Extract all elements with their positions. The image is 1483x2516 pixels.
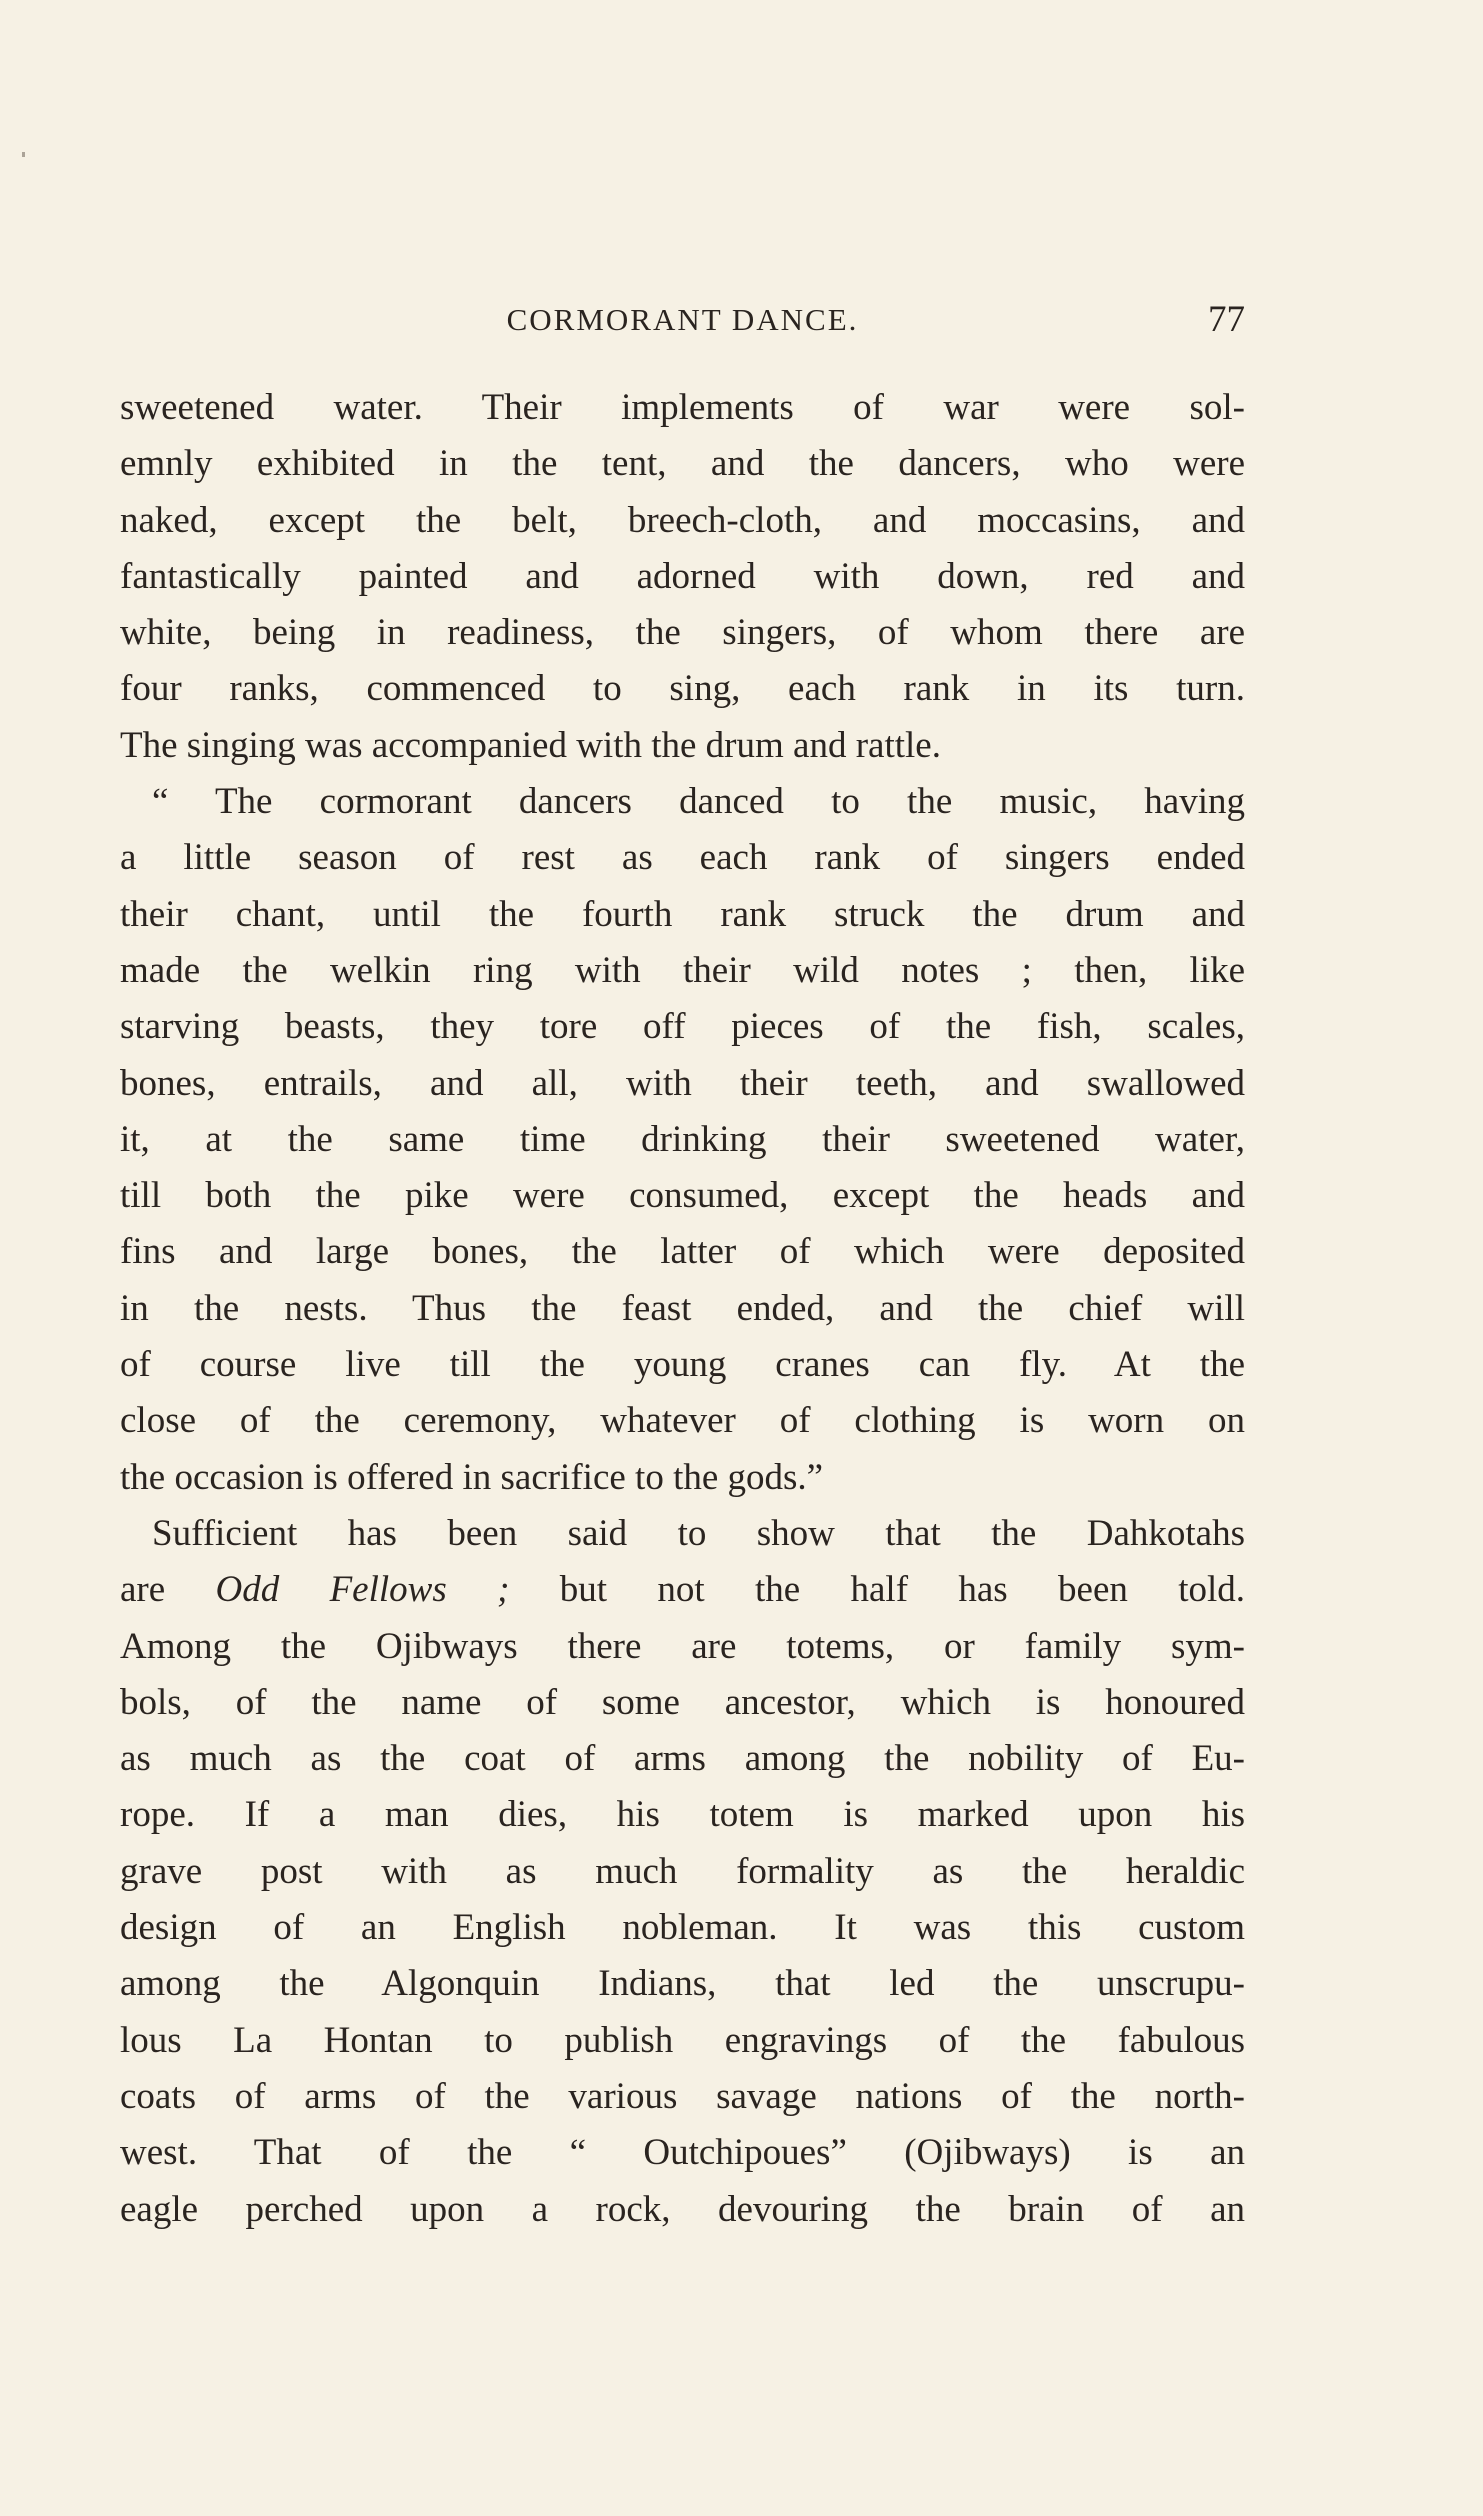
text-line: four ranks, commenced to sing, each rank in its turn.	[120, 668, 1245, 710]
text-line: till both the pike were consumed, except the heads and	[120, 1175, 1245, 1217]
text-line: in the nests. Thus the feast ended, and the chief will	[120, 1287, 1245, 1329]
text-line: design of an English nobleman. It was this custom	[120, 1907, 1245, 1949]
text-line: Sufficient has been said to show that the Dahkotahs	[152, 1512, 1245, 1554]
running-head	[120, 300, 1245, 340]
running-title: CORMORANT DANCE.	[506, 302, 859, 337]
text-line: white, being in readiness, the singers, of whom there are	[120, 612, 1245, 654]
text-line: bones, entrails, and all, with their teeth, and swallowed	[120, 1062, 1245, 1104]
text-line: The singing was accompanied with the drum and rattle.	[120, 724, 941, 766]
text-line: a little season of rest as each rank of singers ended	[120, 837, 1245, 879]
text-line: west. That of the “ Outchipoues” (Ojibways) is an	[120, 2132, 1245, 2174]
text-line: it, at the same time drinking their sweetened water,	[120, 1118, 1245, 1160]
body-text	[120, 380, 1245, 2238]
text-line: their chant, until the fourth rank struck the drum and	[120, 893, 1245, 935]
text-line: emnly exhibited in the tent, and the dancers, who were	[120, 443, 1245, 485]
page-number: 77	[1208, 299, 1245, 340]
margin-speck	[22, 152, 25, 157]
text-line: naked, except the belt, breech-cloth, and moccasins, and	[120, 499, 1245, 541]
italic-phrase: Odd Fellows ;	[215, 1569, 510, 1611]
text-line: fantastically painted and adorned with down, red and	[120, 555, 1245, 597]
text-line: fins and large bones, the latter of which were deposited	[120, 1231, 1245, 1273]
text-line: Among the Ojibways there are totems, or family sym-	[120, 1625, 1245, 1667]
text-line: the occasion is offered in sacrifice to the gods.”	[120, 1456, 824, 1498]
text-line: starving beasts, they tore off pieces of the fish, scales,	[120, 1006, 1245, 1048]
text-line: sweetened water. Their implements of war were sol-	[120, 387, 1245, 428]
text-line: among the Algonquin Indians, that led the unscrupu-	[120, 1963, 1245, 2005]
text-line: grave post with as much formality as the heraldic	[120, 1850, 1245, 1892]
text-line: close of the ceremony, whatever of clothing is worn on	[120, 1400, 1245, 1442]
text-fragment: but not the half has been told.	[559, 1569, 1245, 1611]
text-line-mixed	[120, 1562, 1245, 1618]
text-line: lous La Hontan to publish engravings of the fabulous	[120, 2019, 1245, 2061]
text-line: “ The cormorant dancers danced to the music, having	[152, 781, 1245, 823]
text-line: made the welkin ring with their wild notes ; then, like	[120, 949, 1245, 991]
text-line: coats of arms of the various savage nations of the north-	[120, 2075, 1245, 2117]
text-line: eagle perched upon a rock, devouring the brain of an	[120, 2188, 1245, 2230]
text-line: rope. If a man dies, his totem is marked upon his	[120, 1794, 1245, 1836]
text-line: bols, of the name of some ancestor, which is honoured	[120, 1681, 1245, 1723]
text-line: as much as the coat of arms among the nobility of Eu-	[120, 1738, 1245, 1780]
text-fragment: are	[120, 1569, 166, 1611]
text-line: of course live till the young cranes can fly. At the	[120, 1344, 1245, 1386]
